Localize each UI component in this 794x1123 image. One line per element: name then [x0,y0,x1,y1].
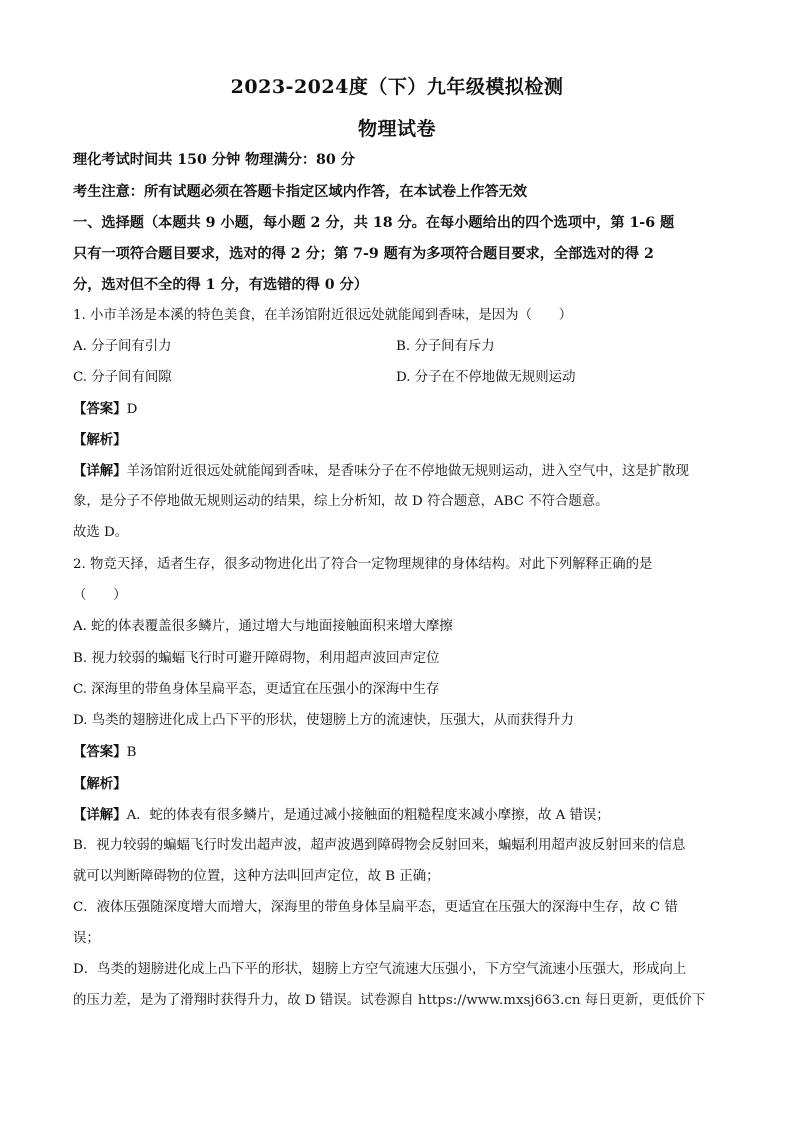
q2-stem-blank: （ ） [73,588,127,603]
q2-answer [73,743,723,762]
q2-detail-line: 误； [73,931,100,946]
q2-detail-line: D．鸟类的翅膀进化成上凸下平的形状，翅膀上方空气流速大压强小，下方空气流速小压强大，形成向上 [73,962,687,977]
q1-answer [73,400,723,419]
q1-analysis-label [73,431,723,450]
q2-detail [73,806,723,825]
q1-stem: 1. 小市羊汤是本溪的特色美食，在羊汤馆附近很远处就能闻到香味，是因为（ ） [73,308,573,323]
q1-conclusion: 故选 D。 [73,525,129,540]
q2-detail-last [73,992,723,1010]
section-instructions-line: 只有一项符合题目要求，选对的得 2 分；第 7-9 题有为多项符合题目要求，全部选对的得 2 [73,246,654,262]
q2-option-c: C. 深海里的带鱼身体呈扁平态，更适宜在压强小的深海中生存 [73,682,440,697]
detail-text: 的压力差，是为了滑翔时获得升力，故 D 错误。 [73,993,361,1008]
detail-text: A．蛇的体表有很多鳞片，是通过减小接触面的粗糙程度来减小摩擦，故 A 错误； [126,808,610,823]
exam-title: 2023-2024度（下）九年级模拟检测 [230,76,564,98]
q2-detail-line: 就可以判断障碍物的位置，这种方法叫回声定位，故 B 正确； [73,869,440,884]
detail-label: 【详解】 [73,463,127,479]
analysis-label: 【解析】 [73,432,127,448]
q1-option-b: B. 分子间有斥力 [396,339,495,354]
q2-detail-line: B．视力较弱的蝙蝠飞行时发出超声波，超声波遇到障碍物会反射回来，蝙蝠利用超声波反射回来的信息 [73,838,686,853]
answer-value: B [126,745,137,760]
exam-info: 理化考试时间共 150 分钟 物理满分：80 分 [73,152,355,168]
q1-option-c: C. 分子间有间隙 [73,370,172,385]
answer-label: 【答案】 [73,401,127,417]
detail-label: 【详解】 [73,807,127,823]
q2-option-a: A. 蛇的体表覆盖很多鳞片，通过增大与地面接触面积来增大摩擦 [73,619,453,634]
q2-option-d: D. 鸟类的翅膀进化成上凸下平的形状，使翅膀上方的流速快，压强大，从而获得升力 [73,713,574,728]
q2-detail-line: C．液体压强随深度增大而增大，深海里的带鱼身体呈扁平态，更适宜在压强大的深海中生存，故 C 错 [73,900,678,915]
answer-label: 【答案】 [73,744,127,760]
source-watermark: 试卷源自 https://www.mxsj663.cn 每日更新，更低价下 [360,993,706,1008]
q2-analysis-label [73,775,723,794]
analysis-label: 【解析】 [73,776,127,792]
q2-option-b: B. 视力较弱的蝙蝠飞行时可避开障碍物，利用超声波回声定位 [73,651,440,666]
section-instructions-line: 分，选对但不全的得 1 分，有选错的得 0 分） [73,277,368,293]
exam-subtitle: 物理试卷 [357,118,436,140]
q1-detail [73,462,723,481]
q1-option-a: A. 分子间有引力 [73,339,172,354]
detail-text: 羊汤馆附近很远处就能闻到香味，是香味分子在不停地做无规则运动，进入空气中，这是扩散现 [126,464,689,479]
q2-stem: 2. 物竞天择，适者生存，很多动物进化出了符合一定物理规律的身体结构。对此下列解释正确的是 [73,557,653,572]
section-instructions-line: 一、选择题（本题共 9 小题，每小题 2 分，共 18 分。在每小题给出的四个选项中，第 1-6 题 [73,215,675,231]
q1-option-d: D. 分子在不停地做无规则运动 [396,370,576,385]
answer-value: D [126,402,138,417]
q1-detail-line: 象，是分子不停地做无规则运动的结果，综上分析知，故 D 符合题意，ABC 不符合题意。 [73,494,609,509]
exam-notice: 考生注意：所有试题必须在答题卡指定区域内作答，在本试卷上作答无效 [73,184,528,200]
